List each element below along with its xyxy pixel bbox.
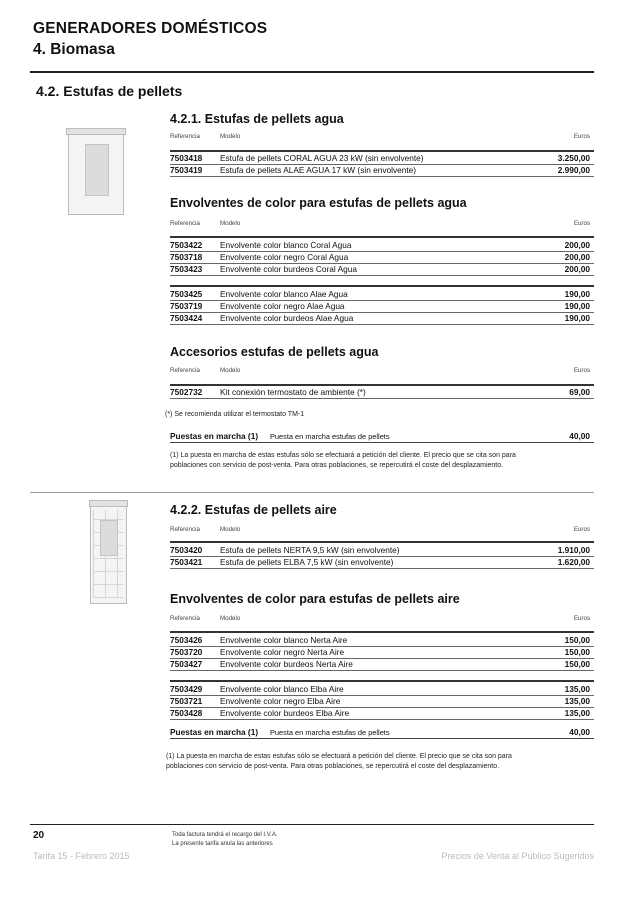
row-price: 135,00: [564, 684, 590, 694]
row-price: 150,00: [564, 659, 590, 669]
footer-divider: [30, 824, 594, 825]
table-row: [170, 556, 594, 569]
row-reference: 7503428: [170, 708, 203, 718]
table-rule: [170, 631, 594, 633]
row-model: Envolvente color negro Nerta Aire: [220, 647, 345, 657]
row-reference: 7503718: [170, 252, 203, 262]
row-price: 3.250,00: [557, 153, 590, 163]
col-euros: Euros: [573, 367, 590, 374]
puesta-label: Puestas en marcha (1): [170, 431, 259, 441]
col-euros: Euros: [573, 133, 590, 140]
row-reference: 7503721: [170, 696, 203, 706]
row-reference: 7503425: [170, 289, 203, 299]
header-divider: [30, 71, 594, 73]
row-price: 1.910,00: [557, 545, 590, 555]
row-model: Envolvente color blanco Nerta Aire: [220, 635, 348, 645]
row-price: 150,00: [564, 647, 590, 657]
row-model: Envolvente color burdeos Nerta Aire: [220, 659, 353, 669]
footnote-line: poblaciones con servicio de post-venta. Para otras poblaciones, se repercutirá el coste del desplazamiento.: [166, 763, 500, 770]
row-reference: 7503720: [170, 647, 203, 657]
row-model: Envolvente color burdeos Alae Agua: [220, 313, 354, 323]
puesta-price: 40,00: [569, 431, 590, 441]
row-reference: 7503420: [170, 545, 203, 555]
footnote-aire: [166, 752, 512, 772]
col-model: Modelo: [220, 220, 241, 227]
row-model: Estufa de pellets NERTA 9,5 kW (sin envolvente): [220, 545, 400, 555]
row-price: 200,00: [564, 252, 590, 262]
row-price: 190,00: [564, 289, 590, 299]
row-model: Kit conexión termostato de ambiente (*): [220, 387, 366, 397]
row-price: 200,00: [564, 240, 590, 250]
table-rule: [170, 236, 594, 238]
row-price: 2.990,00: [557, 165, 590, 175]
row-reference: 7503426: [170, 635, 203, 645]
table-row: [170, 658, 594, 671]
footnote-line: (1) La puesta en marcha de estas estufas sólo se efectuará a petición del cliente. El precio que se cita son para: [170, 452, 516, 459]
col-euros: Euros: [573, 615, 590, 622]
col-ref: Referencia: [170, 220, 200, 227]
col-model: Modelo: [220, 133, 241, 140]
puesta-en-marcha-row: [170, 430, 594, 443]
acc-agua-table-header: [170, 367, 594, 377]
prices-label: Precios de Venta al Público Sugeridos: [441, 851, 594, 861]
thermostat-note: (*) Se recomienda utilizar el termostato TM-1: [165, 411, 305, 418]
col-model: Modelo: [220, 367, 241, 374]
row-model: Envolvente color burdeos Elba Aire: [220, 708, 350, 718]
env-agua-title: Envolventes de color para estufas de pellets agua: [170, 196, 467, 210]
section-divider: [30, 492, 594, 493]
col-model: Modelo: [220, 615, 241, 622]
row-model: Estufa de pellets CORAL AGUA 23 kW (sin envolvente): [220, 153, 424, 163]
env-aire-table-header: [170, 615, 594, 625]
col-ref: Referencia: [170, 367, 200, 374]
row-reference: 7503419: [170, 165, 203, 175]
row-model: Envolvente color burdeos Coral Agua: [220, 264, 357, 274]
row-model: Envolvente color blanco Elba Aire: [220, 684, 344, 694]
row-price: 200,00: [564, 264, 590, 274]
row-model: Estufa de pellets ALAE AGUA 17 kW (sin envolvente): [220, 165, 417, 175]
aire-title: 4.2.2. Estufas de pellets aire: [170, 503, 337, 517]
footnote-line: poblaciones con servicio de post-venta. Para otras poblaciones, se repercutirá el coste del desplazamiento.: [170, 462, 504, 469]
pellet-stove-water-image: [68, 131, 124, 215]
row-reference: 7503423: [170, 264, 203, 274]
row-reference: 7503421: [170, 557, 203, 567]
col-model: Modelo: [220, 526, 241, 533]
col-ref: Referencia: [170, 133, 200, 140]
col-euros: Euros: [573, 220, 590, 227]
puesta-label: Puestas en marcha (1): [170, 727, 259, 737]
agua-title: 4.2.1. Estufas de pellets agua: [170, 112, 344, 126]
env-aire-title: Envolventes de color para estufas de pellets aire: [170, 592, 460, 606]
puesta-price: 40,00: [569, 727, 590, 737]
row-price: 150,00: [564, 635, 590, 645]
puesta-model: Puesta en marcha estufas de pellets: [270, 728, 390, 737]
row-price: 190,00: [564, 301, 590, 311]
puesta-model: Puesta en marcha estufas de pellets: [270, 432, 390, 441]
table-row: [170, 386, 594, 399]
table-row: [170, 263, 594, 276]
row-model: Envolvente color negro Coral Agua: [220, 252, 349, 262]
table-rule: [170, 680, 594, 682]
row-model: Envolvente color negro Alae Agua: [220, 301, 345, 311]
acc-agua-title: Accesorios estufas de pellets agua: [170, 345, 379, 359]
col-euros: Euros: [573, 526, 590, 533]
row-price: 135,00: [564, 708, 590, 718]
footnote-agua: [170, 451, 516, 471]
row-price: 190,00: [564, 313, 590, 323]
col-ref: Referencia: [170, 526, 200, 533]
footer-note: Toda factura tendrá el recargo del I.V.A.: [172, 832, 278, 838]
row-reference: 7503429: [170, 684, 203, 694]
page-number: 20: [33, 830, 45, 841]
puesta-en-marcha-row: [170, 726, 594, 739]
row-reference: 7503719: [170, 301, 203, 311]
row-reference: 7502732: [170, 387, 203, 397]
col-ref: Referencia: [170, 615, 200, 622]
row-reference: 7503418: [170, 153, 203, 163]
agua-table-header: [170, 133, 594, 143]
table-row: [170, 164, 594, 177]
footer-note: La presente tarifa anula las anteriores: [172, 841, 273, 847]
row-model: Envolvente color blanco Alae Agua: [220, 289, 348, 299]
row-reference: 7503422: [170, 240, 203, 250]
document-title: GENERADORES DOMÉSTICOS: [33, 20, 268, 37]
row-price: 135,00: [564, 696, 590, 706]
row-price: 1.620,00: [557, 557, 590, 567]
row-model: Envolvente color negro Elba Aire: [220, 696, 341, 706]
row-price: 69,00: [569, 387, 590, 397]
footer-notes: [172, 831, 278, 849]
row-reference: 7503427: [170, 659, 203, 669]
pellet-stove-air-image: [90, 503, 127, 604]
table-rule: [170, 285, 594, 287]
document-subtitle: 4. Biomasa: [33, 41, 115, 58]
table-row: [170, 707, 594, 720]
footnote-line: (1) La puesta en marcha de estas estufas sólo se efectuará a petición del cliente. El precio que se cita son para: [166, 753, 512, 760]
tariff-label: Tarifa 15 - Febrero 2015: [33, 851, 130, 861]
table-rule: [170, 541, 594, 543]
row-model: Envolvente color blanco Coral Agua: [220, 240, 352, 250]
row-model: Estufa de pellets ELBA 7,5 kW (sin envolvente): [220, 557, 394, 567]
aire-table-header: [170, 526, 594, 536]
env-agua-table-header: [170, 220, 594, 230]
row-reference: 7503424: [170, 313, 203, 323]
table-row: [170, 312, 594, 325]
section-title: 4.2. Estufas de pellets: [36, 83, 183, 99]
